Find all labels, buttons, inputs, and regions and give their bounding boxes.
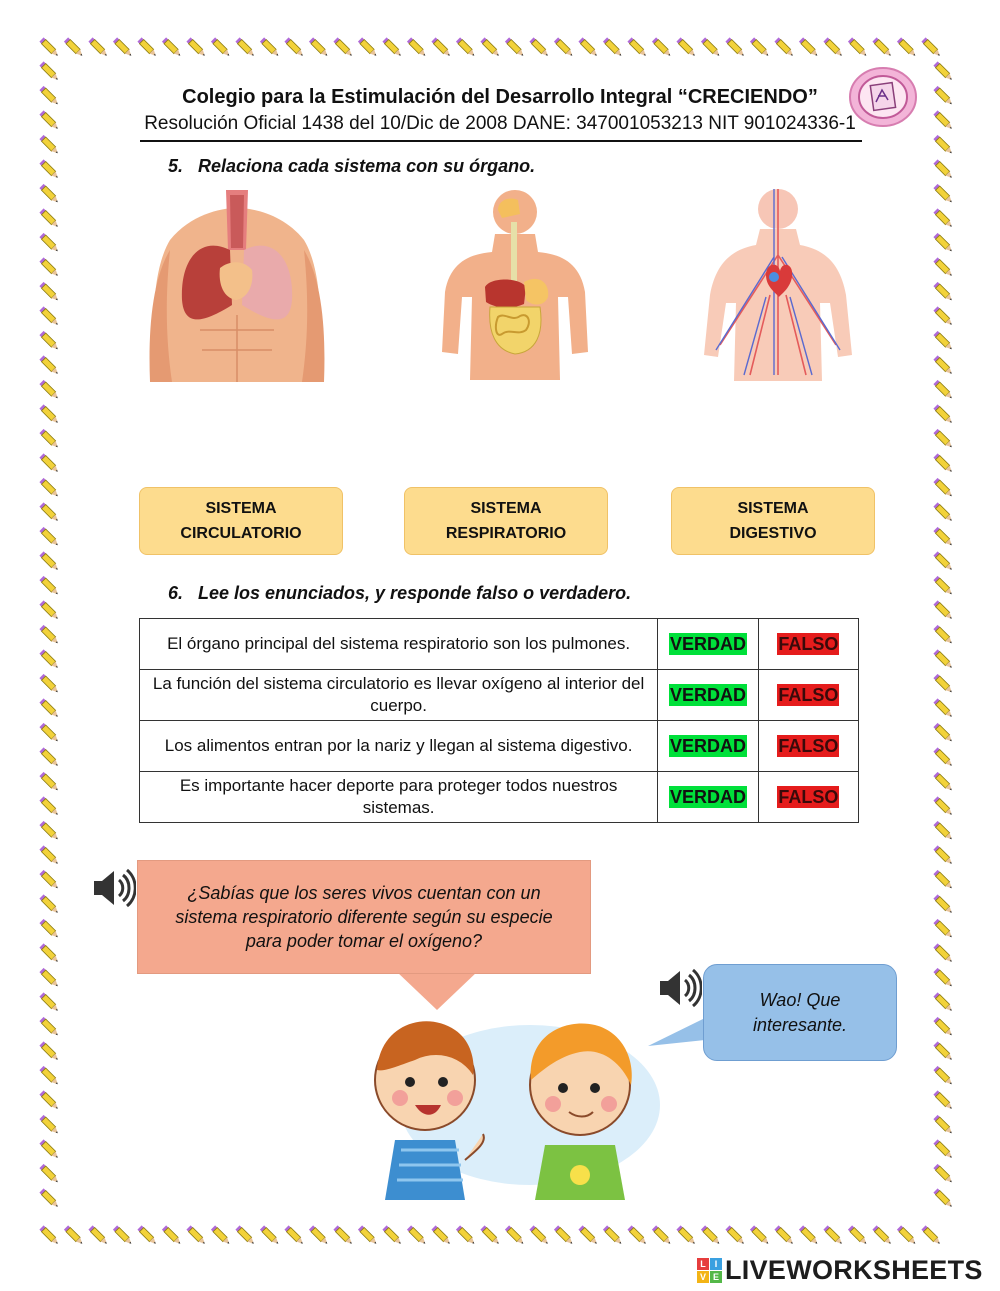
- pencil-icon: [39, 821, 60, 842]
- pencil-icon: [933, 1164, 954, 1185]
- speech-bubble-reply: Wao! Que interesante.: [703, 964, 897, 1061]
- pencil-icon: [235, 1225, 256, 1246]
- pencil-icon: [39, 870, 60, 891]
- verdad-button-4[interactable]: VERDAD: [670, 787, 747, 807]
- pencil-icon: [64, 1225, 85, 1246]
- pencil-icon: [823, 1225, 844, 1246]
- pencil-icon: [39, 1041, 60, 1062]
- pencil-icon: [933, 282, 954, 303]
- pencil-icon: [933, 747, 954, 768]
- pencil-icon: [284, 1225, 305, 1246]
- pencil-icon: [39, 1017, 60, 1038]
- school-title: Colegio para la Estimulación del Desarrollo Integral “CRECIENDO”: [182, 86, 818, 108]
- pencil-icon: [627, 1225, 648, 1246]
- pencil-icon: [39, 698, 60, 719]
- pencil-icon: [480, 1225, 501, 1246]
- header-divider: [140, 140, 862, 142]
- pencil-icon: [505, 1225, 526, 1246]
- pencil-icon: [774, 37, 795, 58]
- pencil-icon: [39, 894, 60, 915]
- pencil-icon: [39, 233, 60, 254]
- pencil-icon: [933, 478, 954, 499]
- pencil-icon: [774, 1225, 795, 1246]
- pencil-icon: [933, 1188, 954, 1209]
- pencil-icon: [39, 86, 60, 107]
- pencil-icon: [456, 37, 477, 58]
- falso-button-2[interactable]: FALSO: [778, 685, 839, 705]
- verdad-button-2[interactable]: VERDAD: [670, 685, 747, 705]
- pencil-icon: [407, 37, 428, 58]
- pencil-icon: [284, 37, 305, 58]
- pencil-icon: [933, 649, 954, 670]
- table-row: [140, 619, 859, 670]
- pencil-icon: [309, 37, 330, 58]
- falso-button-1[interactable]: FALSO: [778, 634, 839, 654]
- pencil-icon: [39, 551, 60, 572]
- speaker-icon[interactable]: [656, 965, 702, 1011]
- pencil-icon: [933, 894, 954, 915]
- pencil-icon: [933, 306, 954, 327]
- table-row: [140, 721, 859, 772]
- pencil-icon: [39, 674, 60, 695]
- pencil-icon: [933, 796, 954, 817]
- pencil-icon: [725, 1225, 746, 1246]
- pencil-icon: [211, 1225, 232, 1246]
- pencil-icon: [933, 1139, 954, 1160]
- question-6: 6. Lee los enunciados, y responde falso o verdadero.: [168, 583, 632, 603]
- pencil-icon: [480, 37, 501, 58]
- pencil-icon: [358, 1225, 379, 1246]
- pencil-icon: [933, 502, 954, 523]
- falso-button-4[interactable]: FALSO: [778, 787, 839, 807]
- pencil-icon: [113, 37, 134, 58]
- brand-text: LIVEWORKSHEETS: [725, 1255, 983, 1285]
- pencil-icon: [652, 1225, 673, 1246]
- pencil-icon: [39, 527, 60, 548]
- pencil-icon: [921, 37, 942, 58]
- speech-bubble-question: ¿Sabías que los seres vivos cuentan con un sistema respiratorio diferente según su especie para poder tomar el oxígeno?: [137, 860, 591, 974]
- statement-4: Es importante hacer deporte para proteger todos nuestros sistemas.: [140, 772, 658, 823]
- pencil-icon: [933, 870, 954, 891]
- pencil-icon: [39, 919, 60, 940]
- pencil-icon: [933, 1066, 954, 1087]
- pencil-icon: [39, 943, 60, 964]
- pencil-icon: [137, 37, 158, 58]
- pencil-icon: [603, 1225, 624, 1246]
- pencil-icon: [162, 37, 183, 58]
- pencil-icon: [933, 772, 954, 793]
- question-5: 5. Relaciona cada sistema con su órgano.: [168, 156, 536, 176]
- pencil-icon: [933, 919, 954, 940]
- pencil-icon: [39, 600, 60, 621]
- pencil-icon: [933, 968, 954, 989]
- pencil-icon: [39, 1139, 60, 1160]
- pencil-icon: [933, 159, 954, 180]
- pencil-icon: [39, 478, 60, 499]
- pencil-icon: [933, 404, 954, 425]
- circulatory-organ-image[interactable]: [700, 185, 856, 381]
- pencil-icon: [676, 1225, 697, 1246]
- pencil-icon: [578, 37, 599, 58]
- pencil-icon: [933, 845, 954, 866]
- pencil-icon: [333, 1225, 354, 1246]
- pencil-icon: [933, 233, 954, 254]
- pencil-icon: [186, 37, 207, 58]
- pencil-icon: [897, 1225, 918, 1246]
- pencil-icon: [39, 257, 60, 278]
- pencil-icon: [39, 453, 60, 474]
- pencil-icon: [88, 1225, 109, 1246]
- brand-mark-icon: L I V E: [697, 1258, 722, 1283]
- pencil-icon: [211, 37, 232, 58]
- pencil-icon: [554, 37, 575, 58]
- pencil-icon: [137, 1225, 158, 1246]
- statement-3: Los alimentos entran por la nariz y llegan al sistema digestivo.: [140, 721, 658, 772]
- pencil-icon: [750, 37, 771, 58]
- pencil-icon: [933, 527, 954, 548]
- pencil-icon: [933, 821, 954, 842]
- pencil-icon: [897, 37, 918, 58]
- pencil-icon: [933, 576, 954, 597]
- pencil-icon: [933, 380, 954, 401]
- system-digestive-button[interactable]: SISTEMA DIGESTIVO: [671, 487, 875, 555]
- pencil-icon: [39, 306, 60, 327]
- pencil-icon: [333, 37, 354, 58]
- respiratory-organ-image[interactable]: [140, 190, 334, 382]
- pencil-icon: [933, 110, 954, 131]
- pencil-icon: [39, 747, 60, 768]
- pencil-icon: [933, 723, 954, 744]
- pencil-icon: [39, 208, 60, 229]
- pencil-icon: [186, 1225, 207, 1246]
- digestive-organ-image[interactable]: [440, 182, 590, 380]
- pencil-icon: [39, 625, 60, 646]
- pencil-icon: [933, 1041, 954, 1062]
- falso-button-3[interactable]: FALSO: [778, 736, 839, 756]
- pencil-icon: [39, 429, 60, 450]
- pencil-icon: [260, 1225, 281, 1246]
- pencil-icon: [933, 943, 954, 964]
- pencil-icon: [933, 992, 954, 1013]
- pencil-icon: [39, 649, 60, 670]
- pencil-icon: [39, 845, 60, 866]
- pencil-icon: [933, 1017, 954, 1038]
- pencil-icon: [933, 86, 954, 107]
- system-circulatory-button[interactable]: SISTEMA CIRCULATORIO: [139, 487, 343, 555]
- pencil-icon: [933, 625, 954, 646]
- pencil-icon: [39, 135, 60, 156]
- pencil-icon: [39, 404, 60, 425]
- pencil-icon: [933, 600, 954, 621]
- pencil-icon: [235, 37, 256, 58]
- pencil-icon: [39, 61, 60, 82]
- pencil-icon: [725, 37, 746, 58]
- pencil-icon: [39, 159, 60, 180]
- pencil-icon: [39, 1225, 60, 1246]
- pencil-icon: [505, 37, 526, 58]
- pencil-icon: [933, 1090, 954, 1111]
- table-row: [140, 670, 859, 721]
- pencil-icon: [407, 1225, 428, 1246]
- pencil-icon: [39, 968, 60, 989]
- pencil-icon: [39, 37, 60, 58]
- pencil-icon: [933, 453, 954, 474]
- pencil-icon: [933, 698, 954, 719]
- liveworksheets-logo[interactable]: [697, 1255, 983, 1286]
- pencil-icon: [39, 282, 60, 303]
- pencil-icon: [933, 257, 954, 278]
- school-logo-icon: [848, 66, 918, 128]
- pencil-icon: [872, 37, 893, 58]
- pencil-icon: [431, 1225, 452, 1246]
- pencil-icon: [162, 1225, 183, 1246]
- system-respiratory-button[interactable]: SISTEMA RESPIRATORIO: [404, 487, 608, 555]
- pencil-icon: [933, 551, 954, 572]
- pencil-icon: [933, 135, 954, 156]
- pencil-icon: [933, 331, 954, 352]
- pencil-icon: [39, 1090, 60, 1111]
- pencil-icon: [358, 37, 379, 58]
- pencil-icon: [382, 37, 403, 58]
- pencil-icon: [39, 355, 60, 376]
- pencil-icon: [39, 184, 60, 205]
- pencil-icon: [554, 1225, 575, 1246]
- verdad-button-1[interactable]: VERDAD: [670, 634, 747, 654]
- pencil-icon: [39, 1188, 60, 1209]
- pencil-icon: [39, 772, 60, 793]
- pencil-icon: [872, 1225, 893, 1246]
- pencil-icon: [39, 992, 60, 1013]
- pencil-icon: [578, 1225, 599, 1246]
- pencil-icon: [309, 1225, 330, 1246]
- pencil-icon: [456, 1225, 477, 1246]
- pencil-icon: [603, 37, 624, 58]
- pencil-icon: [933, 184, 954, 205]
- pencil-icon: [39, 576, 60, 597]
- pencil-icon: [39, 502, 60, 523]
- pencil-icon: [627, 37, 648, 58]
- pencil-icon: [39, 110, 60, 131]
- pencil-icon: [382, 1225, 403, 1246]
- pencil-icon: [823, 37, 844, 58]
- school-subtitle: Resolución Oficial 1438 del 10/Dic de 2008 DANE: 347001053213 NIT 901024336-1: [144, 113, 856, 134]
- pencil-icon: [652, 37, 673, 58]
- pencil-icon: [39, 1164, 60, 1185]
- true-false-table: [139, 618, 859, 823]
- table-row: [140, 772, 859, 823]
- pencil-icon: [260, 37, 281, 58]
- pencil-icon: [39, 1115, 60, 1136]
- pencil-icon: [921, 1225, 942, 1246]
- pencil-icon: [750, 1225, 771, 1246]
- children-illustration: [355, 1010, 665, 1210]
- pencil-icon: [676, 37, 697, 58]
- pencil-icon: [701, 1225, 722, 1246]
- pencil-icon: [39, 796, 60, 817]
- speaker-icon[interactable]: [90, 865, 136, 911]
- statement-1: El órgano principal del sistema respiratorio son los pulmones.: [140, 619, 658, 670]
- pencil-icon: [933, 674, 954, 695]
- pencil-icon: [64, 37, 85, 58]
- pencil-icon: [933, 208, 954, 229]
- pencil-icon: [39, 331, 60, 352]
- pencil-icon: [933, 429, 954, 450]
- pencil-icon: [848, 37, 869, 58]
- pencil-icon: [88, 37, 109, 58]
- pencil-icon: [39, 1066, 60, 1087]
- pencil-icon: [39, 723, 60, 744]
- pencil-icon: [933, 1115, 954, 1136]
- pencil-icon: [799, 1225, 820, 1246]
- statement-2: La función del sistema circulatorio es llevar oxígeno al interior del cuerpo.: [140, 670, 658, 721]
- pencil-icon: [113, 1225, 134, 1246]
- pencil-icon: [529, 37, 550, 58]
- verdad-button-3[interactable]: VERDAD: [670, 736, 747, 756]
- pencil-icon: [431, 37, 452, 58]
- pencil-icon: [848, 1225, 869, 1246]
- pencil-icon: [933, 355, 954, 376]
- pencil-icon: [701, 37, 722, 58]
- pencil-icon: [799, 37, 820, 58]
- pencil-icon: [933, 61, 954, 82]
- pencil-icon: [39, 380, 60, 401]
- pencil-icon: [529, 1225, 550, 1246]
